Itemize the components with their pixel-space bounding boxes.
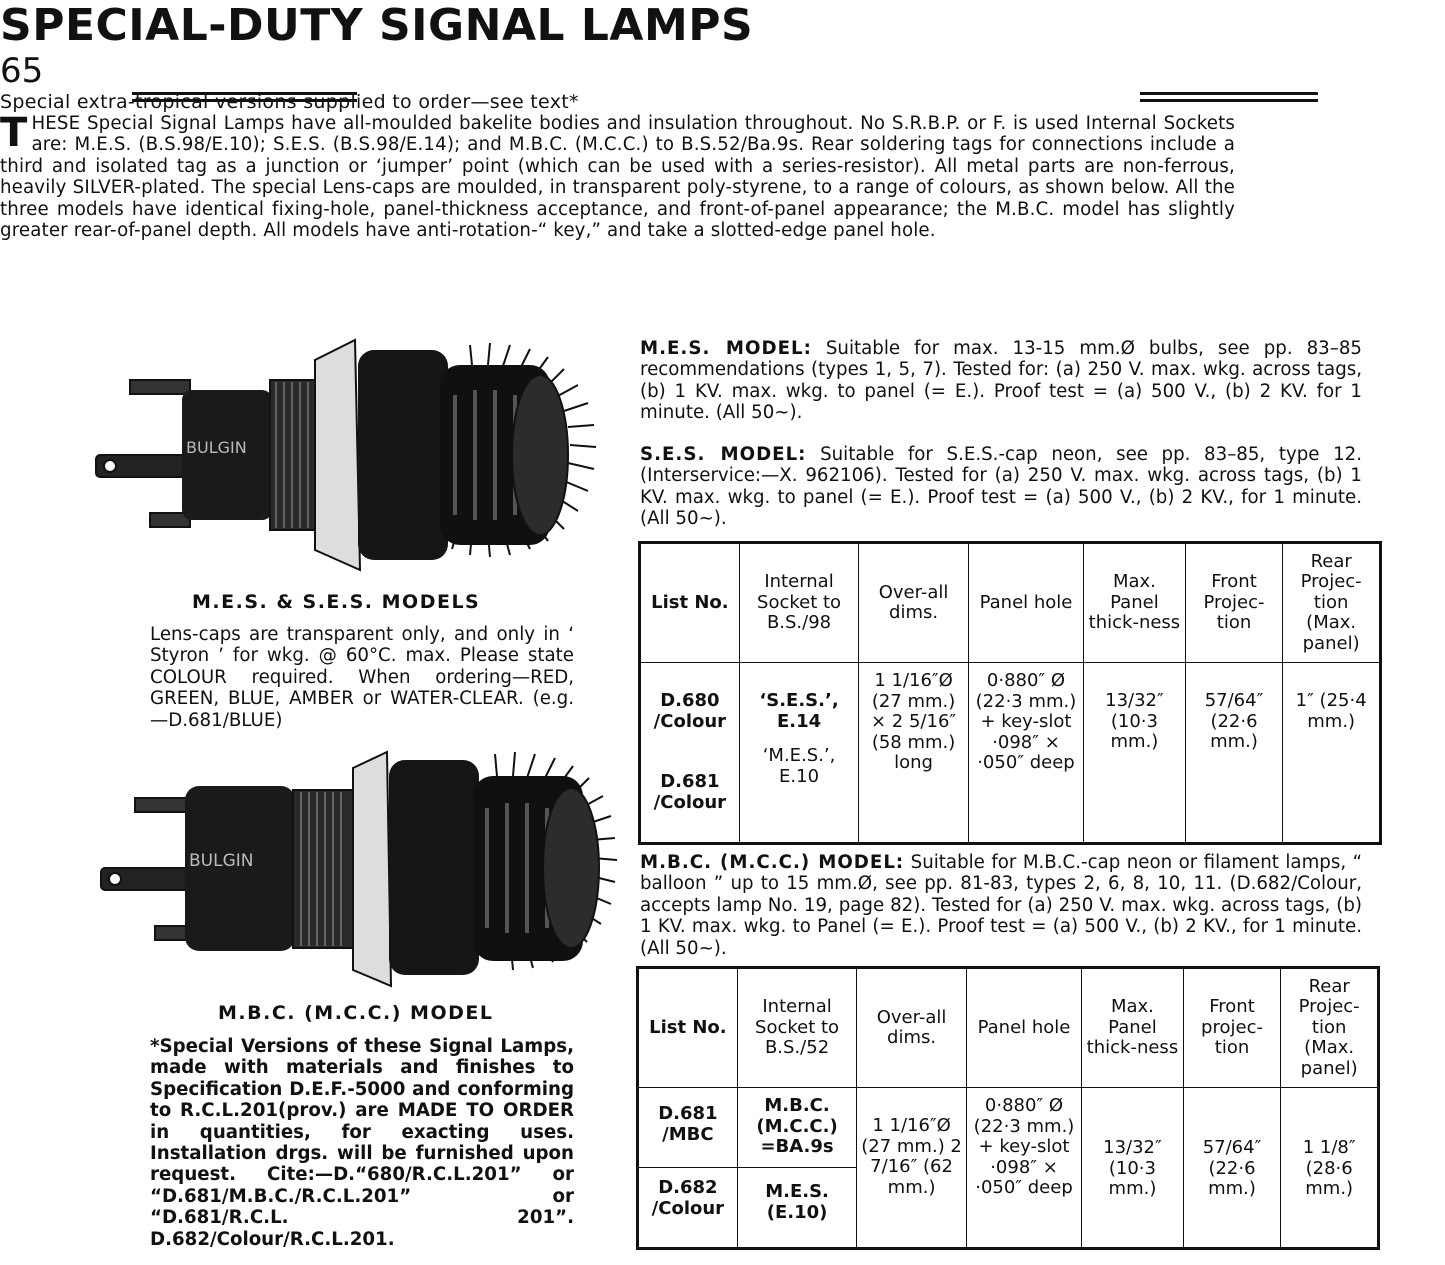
mes-model-heading: M.E.S. MODEL: <box>640 338 812 359</box>
t2-socket-mes: M.E.S. (E.10) <box>765 1181 829 1223</box>
t1-socket-mes: ‘M.E.S.’, E.10 <box>762 745 836 787</box>
caption-mbc-model: M.B.C. (M.C.C.) MODEL <box>218 1002 494 1024</box>
t2-socket-mbc: M.B.C. (M.C.C.) =BA.9s <box>756 1095 838 1157</box>
lamp-brand-2: BULGIN <box>189 851 254 871</box>
t2-header-thickness: Max. Panel thick-ness <box>1082 968 1184 1088</box>
t2-rear: 1 1/8″ (28·6 mm.) <box>1302 1137 1356 1199</box>
mes-model-text: Suitable for max. 13-15 mm.Ø bulbs, see pp. 83–85 recommendations (types 1, 5, 7). Tested for: (a) 250 V. max. wkg. across tags, (b) 1 KV. max. wkg. to panel (= E.). Proof test = (a) 500 V., (b) 2 KV. for 1 minute. (All 50~). <box>640 338 1362 424</box>
mes-model-description <box>640 338 1362 424</box>
t1-header-thickness: Max. Panel thick-ness <box>1084 543 1186 663</box>
t1-thickness: 13/32″ (10·3 mm.) <box>1105 690 1164 752</box>
page-number: 65 <box>0 51 44 91</box>
t1-list-no-d681: D.681 /Colour <box>653 771 727 813</box>
t2-panel-hole: 0·880″ Ø (22·3 mm.) + key-slot ·098″ × ·050″ deep <box>973 1095 1075 1198</box>
t2-header-panel-hole: Panel hole <box>966 968 1081 1088</box>
title-rule-right <box>1140 92 1318 102</box>
t1-rear: 1″ (25·4 mm.) <box>1295 690 1367 732</box>
t2-front: 57/64″ (22·6 mm.) <box>1202 1137 1262 1199</box>
t1-header-panel-hole: Panel hole <box>968 543 1083 663</box>
t2-header-dims: Over-all dims. <box>857 968 966 1088</box>
spec-table-mes-ses <box>638 541 1382 845</box>
lens-caps-note: Lens-caps are transparent only, and only in ‘ Styron ’ for wkg. @ 60°C. max. Please state COLOUR required. When ordering—RED, GREEN, BLUE, AMBER or WATER-CLEAR. (e.g.—D.681/BLUE) <box>150 624 574 731</box>
t1-socket-ses: ‘S.E.S.’, E.14 <box>759 690 839 732</box>
t1-header-dims: Over-all dims. <box>859 543 968 663</box>
ses-model-text: Suitable for S.E.S.-cap neon, see pp. 83–85, type 12. (Interservice:—X. 962106). Tested for (a) 250 V. max. wkg. across tags, (b) 1 KV. max. wkg. to panel (= E.). Proof test = (a) 500 V., (b) 2 KV., for 1 minute. (All 50~). <box>640 444 1362 530</box>
t2-header-socket: Internal Socket to B.S./52 <box>737 968 857 1088</box>
t1-header-front: Front Projec-tion <box>1185 543 1283 663</box>
mbc-model-text: Suitable for M.B.C.-cap neon or filament lamps, “ balloon ” up to 15 mm.Ø, see pp. 81-83, types 2, 6, 8, 10, 11. (D.682/Colour, accepts lamp No. 19, page 82). Tested for (a) 250 V. max. wkg. across tags, (b) 1 KV. max. wkg. to Panel (= E.). Proof test = (a) 500 V., (b) 2 KV., for 1 minute. (All 50~). <box>640 852 1362 959</box>
intro-paragraph <box>0 110 1235 242</box>
t1-panel-hole: 0·880″ Ø (22·3 mm.) + key-slot ·098″ × ·050″ deep <box>975 670 1077 773</box>
t2-list-no-d682: D.682 /Colour <box>651 1177 725 1219</box>
t2-list-no-d681-mbc: D.681 /MBC <box>658 1103 718 1145</box>
ses-model-description <box>640 444 1362 530</box>
t1-header-rear: Rear Projec-tion (Max. panel) <box>1283 543 1381 663</box>
lamp-brand-1: BULGIN <box>186 438 247 457</box>
t2-thickness: 13/32″ (10·3 mm.) <box>1103 1137 1162 1199</box>
caption-mes-ses-models: M.E.S. & S.E.S. MODELS <box>192 591 481 613</box>
intro-text: HESE Special Signal Lamps have all-moulded bakelite bodies and insulation throughout. No S.R.B.P. or F. is used Internal Sockets are: M.E.S. (B.S.98/E.10); S.E.S. (B.S.98/E.14); and M.B.C. (M.C.C.) to B.S.52/Ba.9s. Rear soldering tags for connections include a third and isolated tag as a junction or ‘jumper’ point (which can be used with a series-resistor). All metal parts are non-ferrous, heavily SILVER-plated. The special Lens-caps are moulded, in transparent poly-styrene, to a range of colours, as shown below. All the three models have identical fixing-hole, panel-thickness acceptance, and front-of-panel appearance; the M.B.C. model has slightly greater rear-of-panel depth. All models have anti-rotation-“ key,” and take a slotted-edge panel hole. <box>0 113 1235 242</box>
page-subtitle: Special extra-tropical versions supplied to order—see text* <box>0 91 579 113</box>
lamp-illustration-mbc <box>95 748 625 993</box>
lamp-illustration-mes-ses <box>90 335 610 580</box>
t2-dims: 1 1/16″Ø (27 mm.) 2 7/16″ (62 mm.) <box>861 1115 962 1198</box>
t1-header-list-no: List No. <box>640 543 740 663</box>
page-title: SPECIAL-DUTY SIGNAL LAMPS <box>0 0 754 51</box>
t1-dims: 1 1/16″Ø (27 mm.) × 2 5/16″ (58 mm.) long <box>871 670 957 773</box>
title-rule-left <box>132 92 357 102</box>
t1-list-no-d680: D.680 /Colour <box>653 690 727 732</box>
special-versions-note: *Special Versions of these Signal Lamps, made with materials and finishes to Specification D.E.F.-5000 and conforming to R.C.L.201(prov.) are MADE TO ORDER in quantities, for exacting uses. Installation drgs. will be furnished upon request. Cite:—D.“680/R.C.L.201” or “D.681/M.B.C./R.C.L.201” or “D.681/R.C.L. 201”. D.682/Colour/R.C.L.201. <box>150 1036 574 1250</box>
t2-header-front: Front projec-tion <box>1183 968 1281 1088</box>
mbc-model-description <box>640 852 1362 959</box>
spec-table-mbc <box>636 966 1380 1250</box>
ses-model-heading: S.E.S. MODEL: <box>640 444 807 465</box>
t1-front: 57/64″ (22·6 mm.) <box>1204 690 1264 752</box>
t2-header-list-no: List No. <box>638 968 738 1088</box>
mbc-model-heading: M.B.C. (M.C.C.) MODEL: <box>640 852 905 873</box>
t1-header-socket: Internal Socket to B.S./98 <box>739 543 859 663</box>
drop-cap: T <box>0 110 28 156</box>
t2-header-rear: Rear Projec-tion (Max. panel) <box>1281 968 1379 1088</box>
